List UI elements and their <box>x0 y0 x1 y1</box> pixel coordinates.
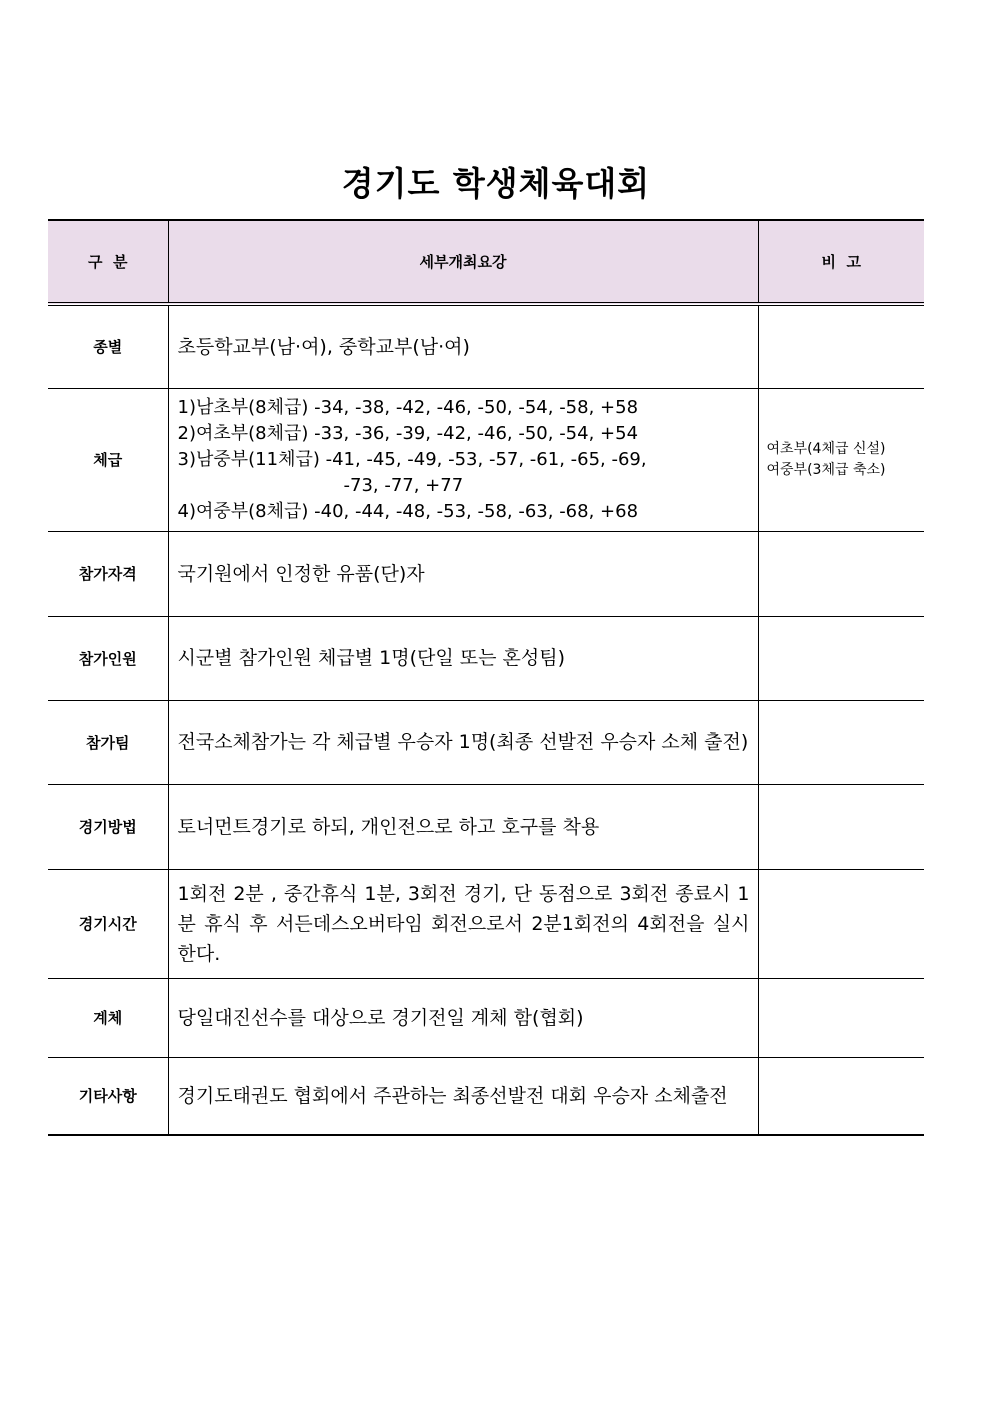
row-detail-eligibility <box>168 531 758 616</box>
row-note-participants <box>758 616 924 700</box>
row-detail-participants <box>168 616 758 700</box>
detail-line: 초등학교부(남·여), 중학교부(남·여) <box>177 335 470 358</box>
header-details: 세부개최요강 <box>168 220 758 304</box>
row-note-division <box>758 304 924 388</box>
document-title: 경기도 학생체육대회 <box>341 164 651 203</box>
detail-line: 1)남초부(8체급) -34, -38, -42, -46, -50, -54, -58, +58 <box>177 396 639 418</box>
table-row-weight-class <box>48 388 924 531</box>
header-remarks: 비 고 <box>758 220 924 304</box>
table-row-other <box>48 1057 924 1135</box>
detail-line: 4)여중부(8체급) -40, -44, -48, -53, -58, -63, -68, +68 <box>177 500 639 522</box>
table-row-participants <box>48 616 924 700</box>
row-label-match-method: 경기방법 <box>48 784 168 869</box>
detail-line: 2)여초부(8체급) -33, -36, -39, -42, -46, -50, -54, +54 <box>177 422 639 444</box>
row-label-participants: 참가인원 <box>48 616 168 700</box>
row-label-team: 참가팀 <box>48 700 168 784</box>
row-label-weight-class: 체급 <box>48 388 168 531</box>
row-note-match-method <box>758 784 924 869</box>
header-category: 구 분 <box>48 220 168 304</box>
table-header-row <box>48 220 924 304</box>
table-row-division <box>48 304 924 388</box>
table-row-match-method <box>48 784 924 869</box>
table-row-team <box>48 700 924 784</box>
row-detail-match-method <box>168 784 758 869</box>
row-note-other <box>758 1057 924 1135</box>
table-row-match-time <box>48 869 924 978</box>
row-label-match-time: 경기시간 <box>48 869 168 978</box>
row-label-weigh-in: 계체 <box>48 978 168 1057</box>
competition-outline-table <box>48 219 924 1136</box>
row-note-weight-class <box>758 388 924 531</box>
detail-line: 국기원에서 인정한 유품(단)자 <box>177 562 425 585</box>
detail-line: 토너먼트경기로 하되, 개인전으로 하고 호구를 착용 <box>177 815 600 838</box>
row-note-eligibility <box>758 531 924 616</box>
row-note-match-time <box>758 869 924 978</box>
detail-line: 시군별 참가인원 체급별 1명(단일 또는 혼성팀) <box>177 647 565 669</box>
row-detail-match-time: 1회전 2분 , 중간휴식 1분, 3회전 경기, 단 동점으로 3회전 종료시 1분 휴식 후 서든데스오버타임 회전으로서 2분1회전의 4회전을 실시한다. <box>168 869 758 978</box>
table-row-weigh-in <box>48 978 924 1057</box>
row-detail-weight-class <box>168 388 758 531</box>
table-row-eligibility <box>48 531 924 616</box>
row-note-weigh-in <box>758 978 924 1057</box>
detail-line: 당일대진선수를 대상으로 경기전일 계체 함(협회) <box>177 1006 584 1029</box>
note-line: 여초부(4체급 신설) <box>766 440 886 457</box>
note-line: 여중부(3체급 축소) <box>766 461 886 478</box>
row-detail-division <box>168 304 758 388</box>
row-detail-team: 전국소체참가는 각 체급별 우승자 1명(최종 선발전 우승자 소체 출전) <box>168 700 758 784</box>
row-label-eligibility: 참가자격 <box>48 531 168 616</box>
row-detail-other: 경기도태권도 협회에서 주관하는 최종선발전 대회 우승자 소체출전 <box>168 1057 758 1135</box>
detail-line: -73, -77, +77 <box>343 474 464 496</box>
detail-line: 3)남중부(11체급) -41, -45, -49, -53, -57, -61, -65, -69, <box>177 448 647 470</box>
row-note-team <box>758 700 924 784</box>
row-label-other: 기타사항 <box>48 1057 168 1135</box>
row-detail-weigh-in <box>168 978 758 1057</box>
row-label-division: 종별 <box>93 338 123 357</box>
